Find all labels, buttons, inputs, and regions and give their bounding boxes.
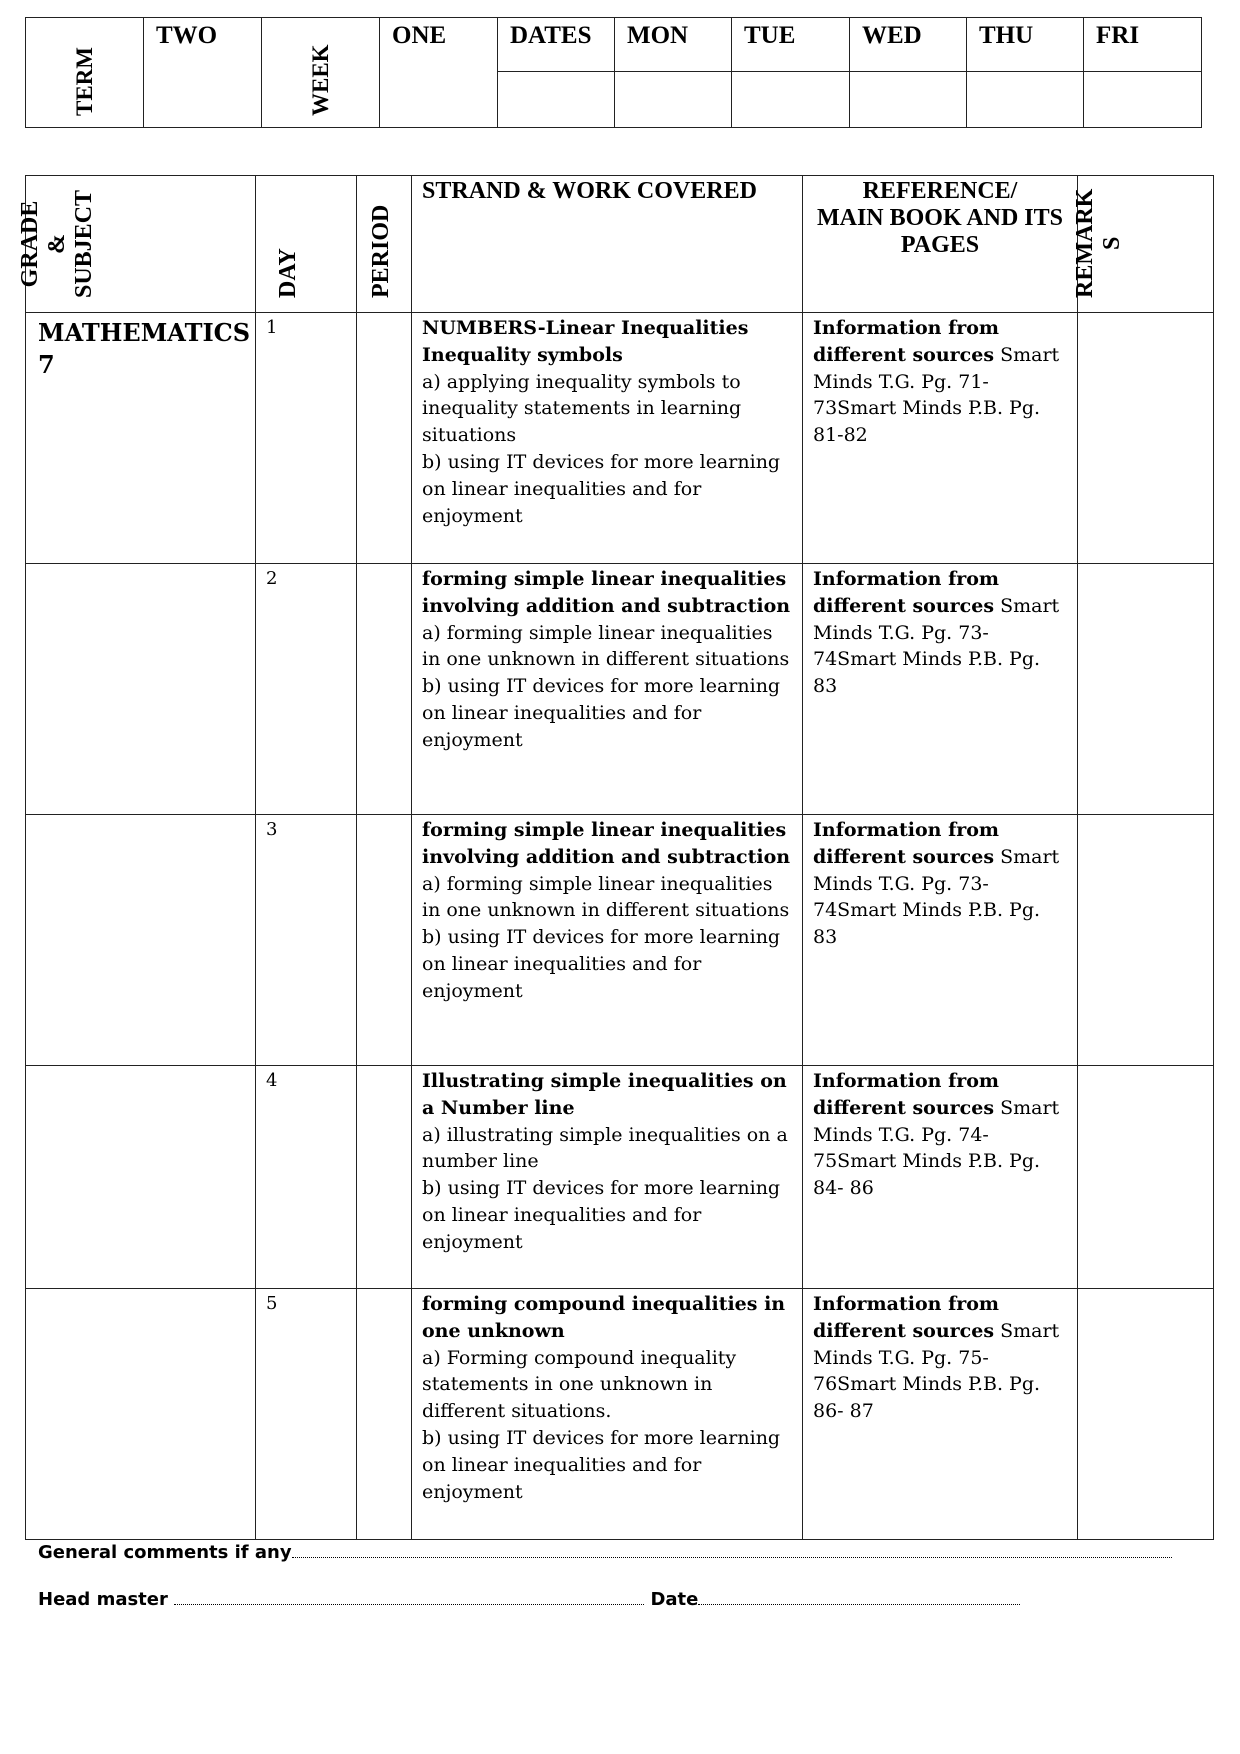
reference-pages: Smart Minds T.G. Pg. 74-75Smart Minds P.B. Pg. 84- 86: [813, 1096, 1060, 1200]
period-cell[interactable]: [357, 564, 412, 815]
general-comments-field[interactable]: [292, 1541, 1172, 1558]
reference-cell: [803, 1289, 1078, 1540]
reference-pages: Smart Minds T.G. Pg. 71-73Smart Minds P.B. Pg. 81-82: [813, 343, 1060, 447]
table-row: [26, 815, 1214, 1066]
work-title: forming simple linear inequalities involving addition and subtraction: [422, 819, 791, 868]
week-value: ONE: [380, 18, 498, 128]
term-label: TERM: [71, 47, 97, 116]
dates-label: DATES: [498, 18, 615, 72]
remarks-header: [1072, 176, 1214, 313]
subject-cell: MATHEMATICS 7: [26, 313, 256, 564]
remarks-cell[interactable]: [1078, 564, 1214, 815]
day-number: 5: [256, 1289, 357, 1540]
subject-cell-empty: [26, 564, 256, 815]
week-label-cell: [262, 18, 380, 128]
period-cell[interactable]: [357, 1289, 412, 1540]
work-body: a) Forming compound inequality statements in one unknown in different situations. b) using IT devices for more learning on linear inequalities and for enjoyment: [422, 1346, 781, 1503]
work-covered-cell: [412, 815, 803, 1066]
reference-source: Information from different sources: [813, 317, 1000, 366]
headmaster-field[interactable]: [174, 1588, 644, 1605]
reference-pages: Smart Minds T.G. Pg. 75-76Smart Minds P.B. Pg. 86- 87: [813, 1319, 1060, 1423]
work-body: a) applying inequality symbols to inequality statements in learning situations b) using IT devices for more learning on linear inequalities and for enjoyment: [422, 370, 781, 527]
work-title: forming simple linear inequalities involving addition and subtraction: [422, 568, 791, 617]
period-header: [357, 176, 412, 313]
table-header-row: [26, 176, 1214, 313]
headmaster-label: Head master: [38, 1589, 168, 1610]
work-covered-cell: [412, 564, 803, 815]
reference-header: REFERENCE/ MAIN BOOK AND ITS PAGES: [803, 176, 1078, 313]
table-row: [26, 1289, 1214, 1540]
day-mon: MON: [615, 18, 732, 72]
period-cell[interactable]: [357, 313, 412, 564]
reference-source: Information from different sources: [813, 1070, 1000, 1119]
work-covered-cell: [412, 313, 803, 564]
work-title: NUMBERS-Linear Inequalities Inequality symbols: [422, 317, 749, 366]
date-cell[interactable]: [615, 71, 732, 127]
week-label: WEEK: [307, 44, 333, 116]
work-covered-cell: [412, 1066, 803, 1289]
day-number: 1: [256, 313, 357, 564]
day-thu: THU: [967, 18, 1084, 72]
day-header: [256, 176, 357, 313]
record-of-work-table: [17, 175, 1214, 1540]
day-label: DAY: [275, 248, 301, 298]
general-comments-line: [38, 1541, 1172, 1563]
work-label: STRAND & WORK COVERED: [422, 178, 757, 204]
signature-line: [38, 1588, 1020, 1610]
reference-cell: [803, 564, 1078, 815]
period-label: PERIOD: [368, 204, 394, 298]
day-tue: TUE: [732, 18, 850, 72]
reference-source: Information from different sources: [813, 819, 1000, 868]
work-body: a) forming simple linear inequalities in one unknown in different situations b) using IT devices for more learning on linear inequalities and for enjoyment: [422, 621, 790, 751]
work-covered-cell: [412, 1289, 803, 1540]
date-cell[interactable]: [732, 71, 850, 127]
period-cell[interactable]: [357, 1066, 412, 1289]
table-row: [26, 564, 1214, 815]
day-wed: WED: [850, 18, 967, 72]
term-label-cell: [26, 18, 144, 128]
date-field[interactable]: [698, 1588, 1020, 1605]
work-title: forming compound inequalities in one unknown: [422, 1293, 786, 1342]
work-title: Illustrating simple inequalities on a Number line: [422, 1070, 787, 1119]
reference-cell: [803, 815, 1078, 1066]
term-week-header-table: [25, 17, 1202, 128]
work-body: a) forming simple linear inequalities in one unknown in different situations b) using IT devices for more learning on linear inequalities and for enjoyment: [422, 872, 790, 1002]
reference-pages: Smart Minds T.G. Pg. 73-74Smart Minds P.B. Pg. 83: [813, 845, 1060, 949]
table-row: [26, 313, 1214, 564]
general-comments-label: General comments if any: [38, 1542, 292, 1563]
reference-cell: [803, 1066, 1078, 1289]
term-value: TWO: [144, 18, 262, 128]
reference-source: Information from different sources: [813, 1293, 1000, 1342]
remarks-cell[interactable]: [1078, 815, 1214, 1066]
day-fri: FRI: [1084, 18, 1202, 72]
day-number: 3: [256, 815, 357, 1066]
reference-source: Information from different sources: [813, 568, 1000, 617]
remarks-label: REMARK S: [1072, 188, 1125, 298]
date-cell[interactable]: [967, 71, 1084, 127]
subject-cell-empty: [26, 1289, 256, 1540]
reference-cell: [803, 313, 1078, 564]
grade-subject-header: [17, 176, 256, 313]
period-cell[interactable]: [357, 815, 412, 1066]
grade-subject-label: GRADE & SUBJECT: [17, 189, 97, 298]
remarks-cell[interactable]: [1078, 1289, 1214, 1540]
subject-cell-empty: [26, 815, 256, 1066]
table-row: [26, 1066, 1214, 1289]
date-cell[interactable]: [498, 71, 615, 127]
day-number: 4: [256, 1066, 357, 1289]
date-cell[interactable]: [850, 71, 967, 127]
remarks-cell[interactable]: [1078, 313, 1214, 564]
work-body: a) illustrating simple inequalities on a number line b) using IT devices for more learning on linear inequalities and for enjoyment: [422, 1123, 788, 1253]
work-header: [412, 176, 803, 313]
day-number: 2: [256, 564, 357, 815]
reference-pages: Smart Minds T.G. Pg. 73-74Smart Minds P.B. Pg. 83: [813, 594, 1060, 698]
date-cell[interactable]: [1084, 71, 1202, 127]
subject-cell-empty: [26, 1066, 256, 1289]
remarks-cell[interactable]: [1078, 1066, 1214, 1289]
date-label: Date: [650, 1589, 699, 1610]
